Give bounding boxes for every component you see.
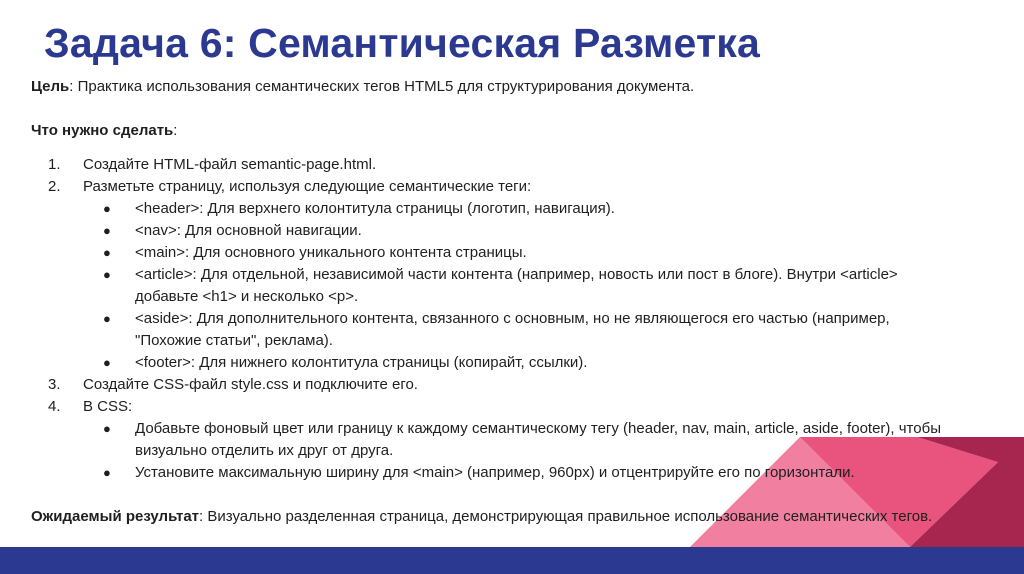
step-text: Разметьте страницу, используя следующие семантические теги: — [83, 178, 532, 195]
todo-label: Что нужно сделать — [31, 122, 174, 139]
bullet-icon: ● — [103, 267, 111, 282]
tag-text: <nav>: Для основной навигации. — [135, 222, 362, 239]
goal-label: Цель — [31, 78, 70, 95]
goal-paragraph — [31, 76, 951, 98]
tag-text: <main>: Для основного уникального контента страницы. — [135, 244, 527, 261]
spacer — [31, 98, 951, 120]
list-item-step-1 — [31, 154, 951, 176]
step-text: Создайте HTML-файл semantic-page.html. — [83, 156, 377, 173]
list-item-tag-article — [83, 264, 951, 308]
todo-colon: : — [173, 122, 178, 139]
list-item-tag-main — [83, 242, 951, 264]
tag-text: <aside>: Для дополнительного контента, связанного с основным, но не являющегося его частью (например, "Похожие статьи", реклама). — [135, 310, 890, 349]
result-label: Ожидаемый результат — [31, 508, 200, 525]
tag-text: <header>: Для верхнего колонтитула страницы (логотип, навигация). — [135, 200, 615, 217]
bullet-icon: ● — [103, 355, 111, 370]
step-number: 2. — [48, 178, 61, 195]
expected-result-paragraph — [31, 506, 951, 528]
list-item-step-3 — [31, 374, 951, 396]
list-item-tag-header — [83, 198, 951, 220]
result-text: : Визуально разделенная страница, демонстрирующая правильное использование семантических тегов. — [199, 508, 933, 525]
tag-text: <footer>: Для нижнего колонтитула страницы (копирайт, ссылки). — [135, 354, 588, 371]
todo-heading — [31, 120, 951, 142]
bullet-icon: ● — [103, 245, 111, 260]
list-item-step-4 — [31, 396, 951, 484]
list-item-css-task-2 — [83, 462, 951, 484]
css-task-text: Установите максимальную ширину для <main> (например, 960px) и отцентрируйте его по горизонтали. — [135, 464, 855, 481]
goal-text: : Практика использования семантических тегов HTML5 для структурирования документа. — [69, 78, 695, 95]
bottom-bar — [0, 547, 1024, 574]
slide-content — [31, 76, 951, 528]
slide-title: Задача 6: Семантическая Разметка — [44, 20, 761, 66]
bullet-icon: ● — [103, 421, 111, 436]
list-item-step-2 — [31, 176, 951, 374]
step-number: 4. — [48, 398, 61, 415]
bullet-icon: ● — [103, 311, 111, 326]
bullet-icon: ● — [103, 223, 111, 238]
list-item-tag-footer — [83, 352, 951, 374]
css-tasks-list — [83, 418, 951, 484]
bullet-icon: ● — [103, 201, 111, 216]
list-item-tag-nav — [83, 220, 951, 242]
step-text: В CSS: — [83, 398, 133, 415]
steps-list — [31, 154, 951, 484]
css-task-text: Добавьте фоновый цвет или границу к каждому семантическому тегу (header, nav, main, article, aside, footer), чтобы визуально отделить их друг от друга. — [135, 420, 941, 459]
step-number: 3. — [48, 376, 61, 393]
list-item-tag-aside — [83, 308, 951, 352]
semantic-tags-list — [83, 198, 951, 374]
step-number: 1. — [48, 156, 61, 173]
list-item-css-task-1 — [83, 418, 951, 462]
bullet-icon: ● — [103, 465, 111, 480]
tag-text: <article>: Для отдельной, независимой части контента (например, новость или пост в блоге). Внутри <article> добавьте <h1> и несколько <p>. — [135, 266, 898, 305]
step-text: Создайте CSS-файл style.css и подключите его. — [83, 376, 418, 393]
